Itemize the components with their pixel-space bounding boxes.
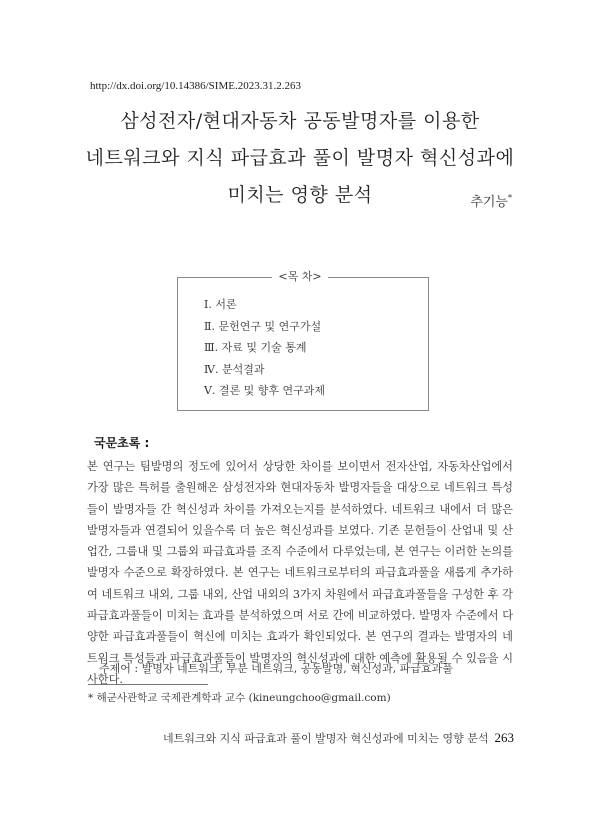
keywords: 주제어 : 발명자 네트워크, 부분 네트워크, 공동발명, 혁신성과, 파급효과풀 — [99, 662, 453, 675]
doi-link[interactable]: http://dx.doi.org/10.14386/SIME.2023.31.2.263 — [90, 80, 301, 92]
abstract-body: 본 연구는 팀발명의 정도에 있어서 상당한 차이를 보이면서 전자산업, 자동차산업에서 가장 많은 특허를 출원해온 삼성전자와 현대자동차 발명자들을 대상으로 네트워크 특성들이 발명자들 간 혁신성과 차이를 가져오는지를 분석하였다. 네트워크 내에서 더 많은 발명자들과 연결되어 있을수록 더 높은 혁신성과를 보였다. 기존 문헌들이 산업내 및 산업간, 그룹내 및 그룹외 파급효과를 조직 수준에서 다루었는데, 본 연구는 이러한 논의를 발명자 수준으로 확장하였다. 본 연구는 네트워크로부터의 파급효과풀을 새롭게 추가하여 네트워크 내외, 그룹 내외, 산업 내외의 3가지 차원에서 파급효과풀들을 구성한 후 각 파급효과풀들이 미치는 효과를 분석하였으며 서로 간에 비교하였다. 발명자 수준에서 다양한 파급효과풀들이 혁신에 미치는 효과가 확인되었다. 본 연구의 결과는 발명자의 네트워크 특성들과 파급효과풀들이 발명자의 혁신성과에 대한 예측에 활용될 수 있음을 시사한다. — [87, 460, 513, 686]
page-number: 263 — [494, 730, 514, 745]
footnote-divider — [88, 684, 208, 685]
toc-item-4: Ⅳ. 분석결과 — [204, 362, 265, 376]
toc-heading-wrap — [0, 268, 600, 284]
toc-item-1: Ⅰ. 서론 — [204, 298, 237, 311]
toc-item-2: Ⅱ. 문헌연구 및 연구가설 — [204, 319, 322, 333]
running-head: 네트워크와 지식 파급효과 풀이 발명자 혁신성과에 미치는 영향 분석 — [163, 732, 489, 745]
author-footnote: * 해군사관학교 국제관계학과 교수 (kineungchoo@gmail.com) — [88, 692, 391, 704]
title-line-2: 네트워크와 지식 파급효과 풀이 발명자 혁신성과에 — [85, 147, 515, 169]
author-footnote-mark: * — [508, 193, 512, 203]
toc-item-3: Ⅲ. 자료 및 기술 통계 — [204, 341, 307, 354]
abstract-heading: 국문초록 : — [94, 436, 150, 450]
author-name: 추기능 — [470, 195, 508, 210]
title-line-3: 미치는 영향 분석 — [227, 184, 373, 206]
toc-heading: <목 차> — [272, 270, 327, 283]
title-line-1: 삼성전자/현대자동차 공동발명자를 이용한 — [120, 110, 480, 132]
author — [470, 191, 512, 210]
running-footer — [163, 730, 514, 746]
toc-item-5: Ⅴ. 결론 및 향후 연구과제 — [204, 384, 326, 397]
table-of-contents — [177, 277, 429, 411]
